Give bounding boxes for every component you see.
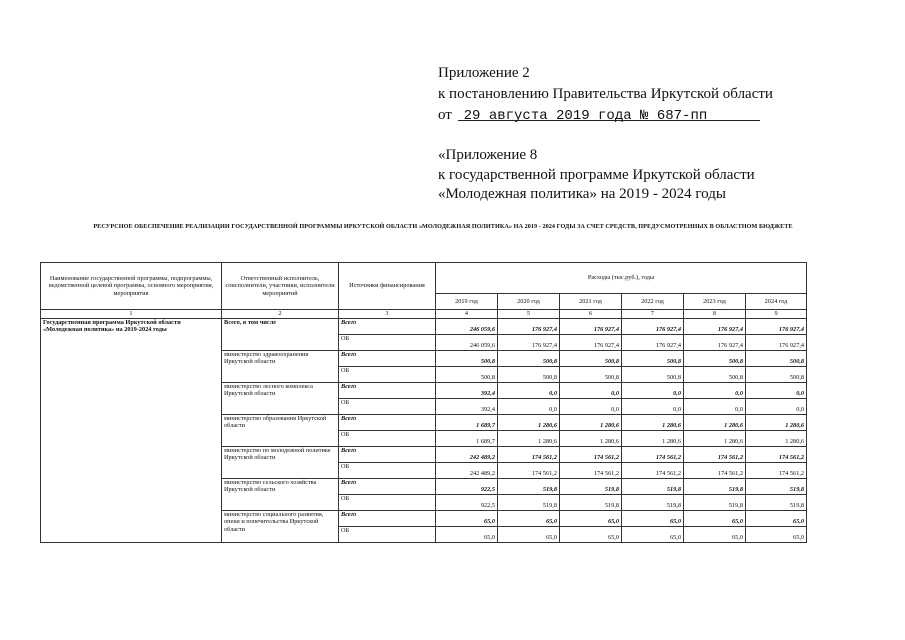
year-header: 2023 год	[684, 294, 746, 310]
total-value: 65,0	[746, 510, 807, 526]
total-value: 1 280,6	[560, 414, 622, 430]
source-ob-label: ОБ	[339, 494, 436, 510]
column-index: 2	[222, 310, 339, 319]
ob-value: 0,0	[684, 398, 746, 414]
document-title: РЕСУРСНОЕ ОБЕСПЕЧЕНИЕ РЕАЛИЗАЦИИ ГОСУДАРСТВЕННОЙ ПРОГРАММЫ ИРКУТСКОЙ ОБЛАСТИ «МОЛОДЕЖНАЯ ПОЛИТИКА» НА 2019 - 2024 ГОДЫ ЗА СЧЕТ СРЕДСТВ, ПРЕДУСМОТРЕННЫХ В ОБЛАСТНОМ БЮДЖЕТЕ	[93, 223, 793, 230]
resolution-date-line	[438, 106, 707, 125]
source-total-label: Всего	[339, 446, 436, 462]
year-header: 2024 год	[746, 294, 807, 310]
total-value: 519,8	[498, 478, 560, 494]
total-value: 0,0	[622, 382, 684, 398]
total-value: 500,8	[622, 350, 684, 366]
column-index: 9	[746, 310, 807, 319]
source-total-label: Всего	[339, 510, 436, 526]
total-value: 65,0	[560, 510, 622, 526]
ob-value: 392,4	[436, 398, 498, 414]
total-value: 922,5	[436, 478, 498, 494]
source-total-label: Всего	[339, 318, 436, 334]
ob-value: 0,0	[622, 398, 684, 414]
total-value: 1 280,6	[622, 414, 684, 430]
column-index: 1	[41, 310, 222, 319]
total-value: 176 927,4	[560, 318, 622, 334]
ob-value: 246 059,6	[436, 334, 498, 350]
ob-value: 500,8	[560, 366, 622, 382]
total-value: 0,0	[498, 382, 560, 398]
ob-value: 0,0	[746, 398, 807, 414]
ob-value: 1 280,6	[498, 430, 560, 446]
executor-cell: министерство по молодежной политике Иркутской области	[222, 446, 339, 478]
program-name-cell: Государственная программа Иркутской области «Молодежная политика» на 2019-2024 годы	[41, 318, 222, 542]
total-value: 519,8	[746, 478, 807, 494]
ob-value: 1 280,6	[622, 430, 684, 446]
col-header-source: Источники финансирования	[339, 263, 436, 310]
source-ob-label: ОБ	[339, 462, 436, 478]
column-index: 6	[560, 310, 622, 319]
program-name: «Молодежная политика» на 2019 - 2024 годы	[438, 186, 726, 202]
executor-cell: министерство социального развития, опеки и попечительства Иркутской области	[222, 510, 339, 542]
year-header: 2019 год	[436, 294, 498, 310]
ob-value: 1 689,7	[436, 430, 498, 446]
ob-value: 174 561,2	[498, 462, 560, 478]
total-value: 176 927,4	[746, 318, 807, 334]
ob-value: 519,8	[684, 494, 746, 510]
ob-value: 65,0	[684, 526, 746, 542]
column-index: 4	[436, 310, 498, 319]
total-value: 174 561,2	[560, 446, 622, 462]
total-value: 500,8	[498, 350, 560, 366]
total-value: 174 561,2	[498, 446, 560, 462]
ob-value: 174 561,2	[746, 462, 807, 478]
ob-value: 519,8	[560, 494, 622, 510]
col-header-executor: Ответственный исполнитель, соисполнители, участники, исполнители мероприятий	[222, 263, 339, 310]
total-value: 1 280,6	[746, 414, 807, 430]
total-value: 65,0	[684, 510, 746, 526]
total-value: 176 927,4	[498, 318, 560, 334]
total-value: 500,8	[684, 350, 746, 366]
total-value: 519,8	[684, 478, 746, 494]
total-value: 246 059,6	[436, 318, 498, 334]
total-value: 174 561,2	[746, 446, 807, 462]
column-index: 8	[684, 310, 746, 319]
total-value: 176 927,4	[622, 318, 684, 334]
date-underline	[458, 120, 760, 121]
source-ob-label: ОБ	[339, 526, 436, 542]
ob-value: 500,8	[436, 366, 498, 382]
source-total-label: Всего	[339, 382, 436, 398]
total-value: 65,0	[622, 510, 684, 526]
ob-value: 500,8	[746, 366, 807, 382]
source-ob-label: ОБ	[339, 366, 436, 382]
ob-value: 174 561,2	[560, 462, 622, 478]
total-value: 174 561,2	[684, 446, 746, 462]
ob-value: 176 927,4	[560, 334, 622, 350]
source-total-label: Всего	[339, 414, 436, 430]
ob-value: 176 927,4	[684, 334, 746, 350]
col-header-program: Наименование государственной программы, подпрограммы, ведомственной целевой программы, основного мероприятия, мероприятия	[41, 263, 222, 310]
source-total-label: Всего	[339, 350, 436, 366]
ob-value: 500,8	[498, 366, 560, 382]
ob-value: 500,8	[622, 366, 684, 382]
total-value: 1 280,6	[684, 414, 746, 430]
table-row	[41, 318, 807, 334]
total-value: 519,8	[622, 478, 684, 494]
executor-cell: министерство лесного комплекса Иркутской области	[222, 382, 339, 414]
ob-value: 500,8	[684, 366, 746, 382]
ob-value: 0,0	[560, 398, 622, 414]
ob-value: 242 489,2	[436, 462, 498, 478]
total-value: 500,8	[560, 350, 622, 366]
column-index: 7	[622, 310, 684, 319]
ob-value: 65,0	[622, 526, 684, 542]
ob-value: 65,0	[746, 526, 807, 542]
ob-value: 176 927,4	[746, 334, 807, 350]
resolution-ref: к постановлению Правительства Иркутской области	[438, 86, 773, 102]
source-total-label: Всего	[339, 478, 436, 494]
total-value: 242 489,2	[436, 446, 498, 462]
col-header-expenses: Расходы (тыс.руб.), годы	[436, 263, 807, 294]
total-value: 0,0	[684, 382, 746, 398]
year-header: 2020 год	[498, 294, 560, 310]
total-value: 500,8	[746, 350, 807, 366]
executor-cell: министерство здравоохранения Иркутской области	[222, 350, 339, 382]
resolution-date-number: 29 августа 2019 года № 687-пп	[463, 108, 708, 124]
ob-value: 1 280,6	[560, 430, 622, 446]
ob-value: 1 280,6	[746, 430, 807, 446]
total-value: 1 280,6	[498, 414, 560, 430]
ob-value: 176 927,4	[498, 334, 560, 350]
column-index: 3	[339, 310, 436, 319]
total-value: 65,0	[498, 510, 560, 526]
total-value: 174 561,2	[622, 446, 684, 462]
ob-value: 922,5	[436, 494, 498, 510]
date-prefix: от	[438, 107, 452, 123]
ob-value: 0,0	[498, 398, 560, 414]
executor-cell: Всего, в том числе	[222, 318, 339, 350]
executor-cell: министерство сельского хозяйства Иркутской области	[222, 478, 339, 510]
source-ob-label: ОБ	[339, 398, 436, 414]
ob-value: 519,8	[622, 494, 684, 510]
ob-value: 65,0	[560, 526, 622, 542]
total-value: 519,8	[560, 478, 622, 494]
total-value: 0,0	[746, 382, 807, 398]
year-header: 2021 год	[560, 294, 622, 310]
total-value: 176 927,4	[684, 318, 746, 334]
program-appendix-label: «Приложение 8	[438, 147, 538, 163]
ob-value: 174 561,2	[622, 462, 684, 478]
executor-cell: министерство образования Иркутской области	[222, 414, 339, 446]
ob-value: 176 927,4	[622, 334, 684, 350]
appendix-label: Приложение 2	[438, 65, 530, 81]
ob-value: 1 280,6	[684, 430, 746, 446]
total-value: 1 689,7	[436, 414, 498, 430]
column-index: 5	[498, 310, 560, 319]
total-value: 65,0	[436, 510, 498, 526]
ob-value: 519,8	[498, 494, 560, 510]
total-value: 500,8	[436, 350, 498, 366]
resource-table	[40, 262, 807, 543]
total-value: 392,4	[436, 382, 498, 398]
ob-value: 65,0	[498, 526, 560, 542]
program-ref: к государственной программе Иркутской области	[438, 167, 755, 183]
source-ob-label: ОБ	[339, 430, 436, 446]
total-value: 0,0	[560, 382, 622, 398]
ob-value: 65,0	[436, 526, 498, 542]
ob-value: 174 561,2	[684, 462, 746, 478]
year-header: 2022 год	[622, 294, 684, 310]
source-ob-label: ОБ	[339, 334, 436, 350]
ob-value: 519,8	[746, 494, 807, 510]
